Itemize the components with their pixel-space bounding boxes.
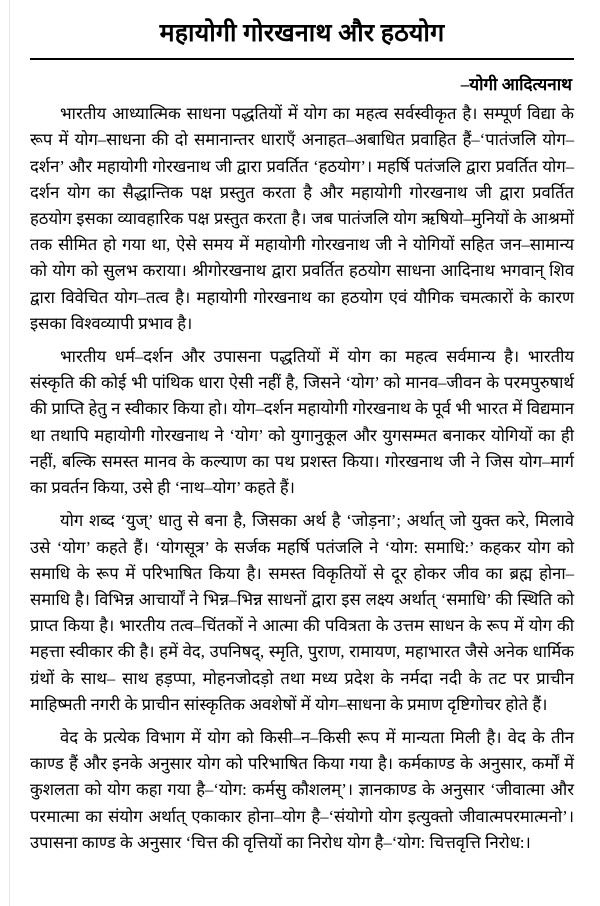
paragraph-4: वेद के प्रत्येक विभाग में योग को किसी–न–किसी रूप में मान्यता मिली है। वेद के तीन काण्ड हैं और इनके अनुसार योग को परिभाषित किया गया है। कर्मकाण्ड के अनुसार, कर्मों में कुशलता को योग कहा गया है–‘योग: कर्मसु कौशलम्’। ज्ञानकाण्ड के अनुसार ‘जीवात्मा और परमात्मा का संयोग अर्थात् एकाकार होना–योग है–‘संयोगो योग इत्युक्तो जीवात्मपरमात्मनो’। उपासना काण्ड के अनुसार ‘चित्त की वृत्तियों का निरोध योग है–‘योग: चित्तवृत्ति निरोध:। [30,727,574,852]
page-title: महायोगी गोरखनाथ और हठयोग [159,20,445,47]
title-divider [30,58,574,60]
body-text [30,101,574,856]
title-block [30,14,574,60]
paragraph-2: भारतीय धर्म–दर्शन और उपासना पद्धतियों में योग का महत्व सर्वमान्य है। भारतीय संस्कृति की कोई भी पांथिक धारा ऐसी नहीं है, जिसने ‘योग’ को मानव–जीवन के परमपुरुषार्थ की प्राप्ति हेतु न स्वीकार किया हो। योग–दर्शन महायोगी गोरखनाथ के पूर्व भी भारत में विद्यमान था तथापि महायोगी गोरखनाथ ने ‘योग’ को युगानुकूल और युगसम्मत बनाकर योगियों का ही नहीं, बल्कि समस्त मानव के कल्याण का पथ प्रशस्त किया। गोरखनाथ जी ने जिस योग–मार्ग का प्रवर्तन किया, उसे ही ‘नाथ–योग’ कहते हैं। [30,347,574,498]
author-byline: –योगी आदित्यनाथ [460,75,572,95]
paragraph-1: भारतीय आध्यात्मिक साधना पद्धतियों में योग का महत्व सर्वस्वीकृत है। सम्पूर्ण विद्या के रूप में योग–साधना की दो समानान्तर धाराएँ अनाहत–अबाधित प्रवाहित हैं–‘पातंजलि योग–दर्शन’ और महायोगी गोरखनाथ जी द्वारा प्रवर्तित ‘हठयोग’। महर्षि पतंजलि द्वारा प्रवर्तित योग–दर्शन योग का सैद्धान्तिक पक्ष प्रस्तुत करता है और महायोगी गोरखनाथ जी द्वारा प्रवर्तित हठयोग इसका व्यावहारिक पक्ष प्रस्तुत करता है। जब पातंजलि योग ऋषियो–मुनियों के आश्रमों तक सीमित हो गया था, ऐसे समय में महायोगी गोरखनाथ जी ने योगियों सहित जन–सामान्य को योग को सुलभ कराया। श्रीगोरखनाथ द्वारा प्रवर्तित हठयोग साधना आदिनाथ भगवान् शिव द्वारा विवेचित योग–तत्व है। महायोगी गोरखनाथ का हठयोग एवं यौगिक चमत्कारों के कारण इसका विश्वव्यापी प्रभाव है। [30,104,574,333]
paragraph-3: योग शब्द ‘युज्’ धातु से बना है, जिसका अर्थ है ‘जोड़ना’; अर्थात् जो युक्त करे, मिलावे उसे ‘योग’ कहते हैं। ‘योगसूत्र’ के सर्जक महर्षि पतंजलि ने ‘योग: समाधि:’ कहकर योग को समाधि के रूप में परिभाषित किया है। समस्त विकृतियों से दूर होकर जीव का ब्रह्म होना–समाधि है। विभिन्न आचार्यों ने भिन्न–भिन्न साधनों द्वारा इस लक्ष्य अर्थात् ‘समाधि’ की स्थिति को प्राप्त किया है। भारतीय तत्व–चिंतकों ने आत्मा की पवित्रता के उत्तम साधन के रूप में योग की महत्ता स्वीकार की है। हमें वेद, उपनिषद्, स्मृति, पुराण, रामायण, महाभारत जैसे अनेक धार्मिक ग्रंथों के साथ– साथ हड़प्पा, मोहनजोदड़ो तथा मध्य प्रदेश के नर्मदा नदी के तट पर प्राचीन माहिष्मती नगरी के प्राचीन सांस्कृतिक अवशेषों में योग–साधना के प्रमाण दृष्टिगोचर होते हैं। [30,511,574,714]
page-edge-rule [9,0,10,906]
